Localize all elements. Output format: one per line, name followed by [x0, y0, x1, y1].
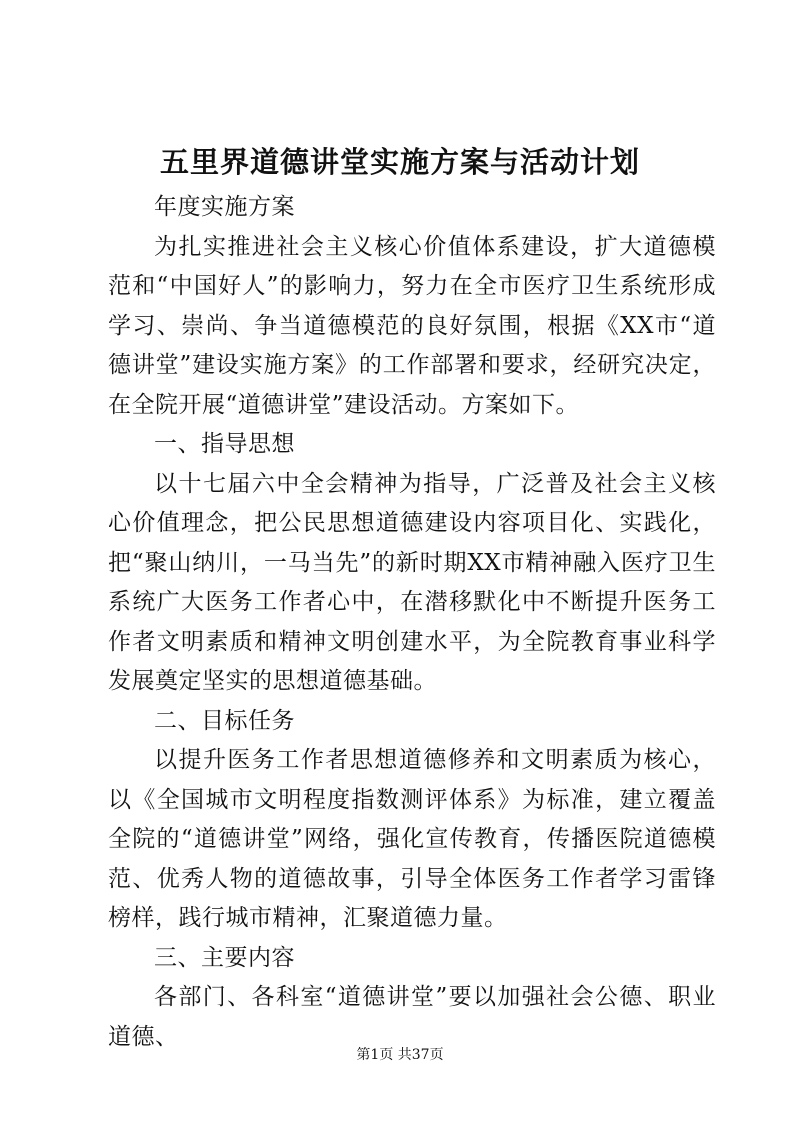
document-body	[108, 188, 716, 1057]
section-heading-guiding-thought: 一、指导思想	[154, 431, 295, 457]
main-content-paragraph: 各部门、各科室“道德讲堂”要以加强社会公德、职业道德、	[108, 984, 716, 1050]
intro-paragraph: 为扎实推进社会主义核心价值体系建设，扩大道德模范和“中国好人”的影响力，努力在全市医疗卫生系统形成学习、崇尚、争当道德模范的良好氛围，根据《XX市“道德讲堂”建设实施方案》的工作部署和要求，经研究决定，在全院开展“道德讲堂”建设活动。方案如下。	[108, 233, 716, 418]
guiding-thought-paragraph: 以十七届六中全会精神为指导，广泛普及社会主义核心价值理念，把公民思想道德建设内容项目化、实践化，把“聚山纳川，一马当先”的新时期XX市精神融入医疗卫生系统广大医务工作者心中，在潜移默化中不断提升医务工作者文明素质和精神文明创建水平，为全院教育事业科学发展奠定坚实的思想道德基础。	[108, 470, 716, 694]
goals-paragraph: 以提升医务工作者思想道德修养和文明素质为核心，以《全国城市文明程度指数测评体系》为标准，建立覆盖全院的“道德讲堂”网络，强化宣传教育，传播医院道德模范、优秀人物的道德故事，引导全体医务工作者学习雷锋榜样，践行城市精神，汇聚道德力量。	[108, 747, 716, 931]
section-heading-goals: 二、目标任务	[154, 707, 295, 734]
subtitle-paragraph: 年度实施方案	[154, 194, 295, 220]
section-heading-main-content: 三、主要内容	[154, 944, 295, 971]
page-footer: 第1页 共37页	[356, 1047, 444, 1063]
document-title: 五里界道德讲堂实施方案与活动计划	[159, 145, 640, 179]
